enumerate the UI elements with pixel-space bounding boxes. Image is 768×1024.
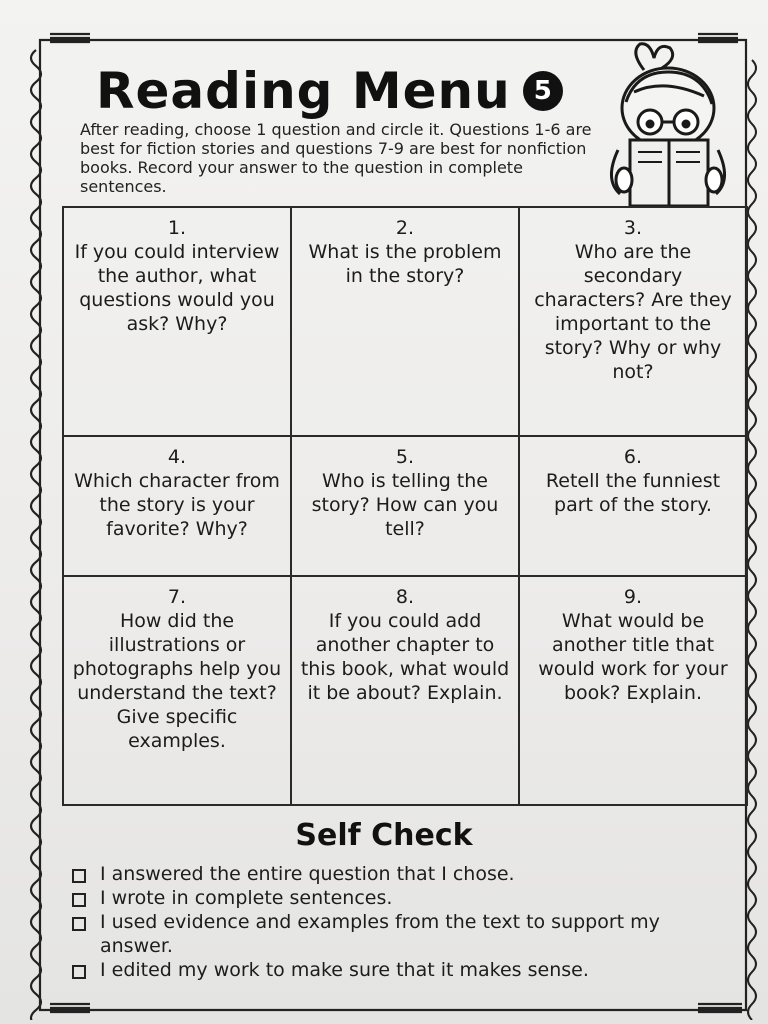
page-title: Reading Menu: [96, 62, 511, 120]
check-item-label: I edited my work to make sure that it makes sense.: [100, 959, 589, 981]
question-text: Retell the funniest part of the story.: [545, 469, 721, 516]
grid-row: [63, 436, 747, 576]
question-cell-2[interactable]: [291, 207, 519, 436]
question-cell-9[interactable]: [519, 576, 747, 805]
question-text: What would be another title that would work for your book? Explain.: [538, 610, 728, 705]
question-text: Who is telling the story? How can you tell?: [311, 469, 499, 540]
question-cell-5[interactable]: [291, 436, 519, 576]
question-number: 5.: [395, 445, 415, 468]
instructions: After reading, choose 1 question and circle it. Questions 1-6 are best for fiction stories and questions 7-9 are best for nonfiction books. Record your answer to the question in complete sentences.: [80, 120, 592, 196]
question-text: If you could add another chapter to this book, what would it be about? Explain.: [300, 610, 510, 705]
question-text: How did the illustrations or photographs help you understand the text? Give specific examples.: [72, 610, 282, 753]
menu-number-badge: 5: [523, 71, 563, 111]
grid-row: [63, 576, 747, 805]
check-item[interactable]: [68, 862, 728, 886]
grid-row: [63, 207, 747, 436]
check-item[interactable]: [68, 886, 728, 910]
checkbox-icon[interactable]: [72, 893, 86, 907]
question-text: Which character from the story is your favorite? Why?: [74, 469, 280, 540]
question-text: If you could interview the author, what questions would you ask? Why?: [74, 241, 280, 335]
question-cell-7[interactable]: [63, 576, 291, 805]
check-item-label: I answered the entire question that I chose.: [100, 863, 515, 885]
question-cell-3[interactable]: [519, 207, 747, 436]
check-item-label: I used evidence and examples from the text to support my answer.: [100, 911, 660, 957]
question-text: Who are the secondary characters? Are they important to the story? Why or why not?: [534, 241, 732, 383]
question-number: 3.: [623, 217, 643, 239]
question-cell-1[interactable]: [63, 207, 291, 436]
self-check-list: [68, 862, 728, 982]
question-cell-8[interactable]: [291, 576, 519, 805]
checkbox-icon[interactable]: [72, 869, 86, 883]
question-number: 4.: [167, 445, 187, 468]
question-number: 1.: [167, 217, 187, 239]
title-row: [96, 56, 596, 126]
question-text: What is the problem in the story?: [308, 241, 502, 287]
check-item[interactable]: [68, 910, 728, 958]
girl-reading-book-icon: [604, 40, 734, 210]
check-item-label: I wrote in complete sentences.: [100, 887, 393, 909]
question-number: 2.: [395, 217, 415, 239]
checkbox-icon[interactable]: [72, 965, 86, 979]
check-item[interactable]: [68, 958, 728, 982]
checkbox-icon[interactable]: [72, 917, 86, 931]
question-cell-4[interactable]: [63, 436, 291, 576]
question-grid: [62, 206, 748, 806]
question-number: 8.: [395, 586, 415, 609]
question-cell-6[interactable]: [519, 436, 747, 576]
question-number: 6.: [623, 445, 643, 468]
self-check-heading: Self Check: [295, 818, 473, 853]
question-number: 9.: [623, 586, 643, 609]
question-number: 7.: [167, 586, 187, 609]
